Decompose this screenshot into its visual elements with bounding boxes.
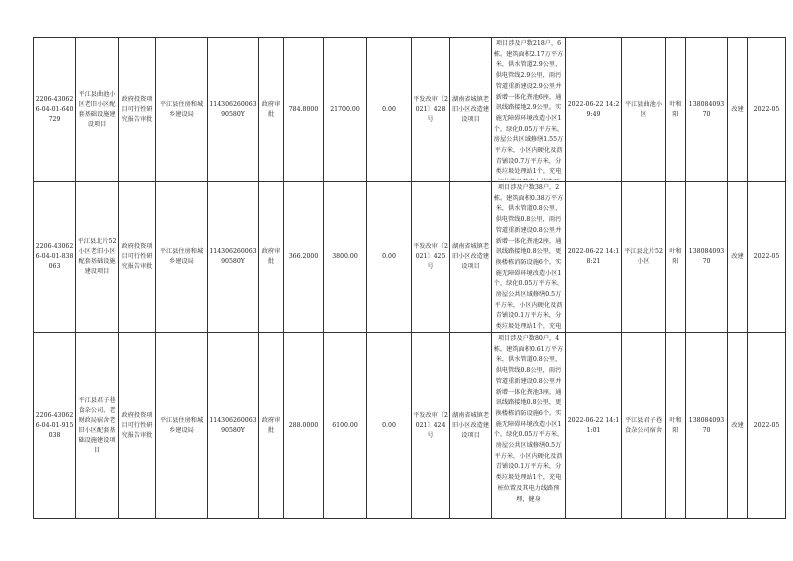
- contact-person: 叶和阳: [666, 182, 686, 333]
- project-description: 项目涉及户数80户，4栋。建筑面积0.61万平方米，供水管道0.8公里，供电管线0.8公里，雨污管道重新建设0.8公里并新增一体化粪池3座，通讯线路接地0.8公里，更换楼栋消防设施6个。实施无障碍环境改造小区1个，绿化0.05万平方米，房屋公共区域修缮0.5万平方米，小区内硬化及沥青铺设0.1万平方米，分类垃圾处理站1个，充电桩位置及其电力线路预埋，健身: [493, 335, 564, 503]
- start-date: 2022-05: [748, 38, 786, 182]
- project-location: 平江县曲池小区: [622, 38, 666, 182]
- table-row: [34, 333, 786, 519]
- amount-2: 6100.00: [324, 333, 367, 519]
- amount-1: 288.0000: [284, 333, 324, 519]
- project-description-cell: [492, 333, 566, 519]
- project-name: 平江县曲池小区老旧小区配套基础设施建设项目: [76, 38, 119, 182]
- project-description-cell: [492, 38, 566, 182]
- construction-type: 改建: [728, 38, 748, 182]
- amount-1: 784.8000: [284, 38, 324, 182]
- table-row: [34, 38, 786, 182]
- project-name: 平江县君子巷食杂公司、老财政局宿舍老旧小区配套基础设施建设项目: [76, 333, 119, 519]
- applicant-unit: 平江县住房和城乡建设局: [156, 182, 208, 333]
- contact-person: 叶和阳: [666, 333, 686, 519]
- approval-item: 政府投资项目可行性研究报告审批: [119, 38, 156, 182]
- contact-phone: 13808409370: [686, 182, 728, 333]
- project-type: 湖南省城镇老旧小区改造建设项目: [450, 38, 492, 182]
- amount-3: 0.00: [367, 182, 412, 333]
- contact-phone: 13808409370: [686, 333, 728, 519]
- table-row: [34, 182, 786, 333]
- credit-code: 114306260063 90580Y: [208, 38, 259, 182]
- applicant-unit: 平江县住房和城乡建设局: [156, 333, 208, 519]
- project-type: 湖南省城镇老旧小区改造建设项目: [450, 182, 492, 333]
- project-type: 湖南省城镇老旧小区改造建设项目: [450, 333, 492, 519]
- amount-3: 0.00: [367, 333, 412, 519]
- amount-3: 0.00: [367, 38, 412, 182]
- project-name: 平江县北片52小区老旧小区配套基础设施建设项目: [76, 182, 119, 333]
- document-number: 平发改审〔2021〕428号: [412, 38, 450, 182]
- project-description-cell: [492, 182, 566, 333]
- project-table: [33, 37, 786, 519]
- start-date: 2022-05: [748, 182, 786, 333]
- approval-category: 政府审批: [259, 182, 284, 333]
- start-date: 2022-05: [748, 333, 786, 519]
- approval-datetime: 2022-06-22 14:29:49: [566, 38, 622, 182]
- amount-2: 21700.00: [324, 38, 367, 182]
- construction-type: 改建: [728, 182, 748, 333]
- amount-1: 366.2000: [284, 182, 324, 333]
- project-description: 项目涉及户数218户，6栋。建筑面积2.17万平方米，供水管道2.9公里，供电管线2.9公里，雨污管道重新建设2.9公里并新增一体化粪池6座，通讯线路接地2.9公里。实施无障碍环境改造小区1个，绿化0.05万平方米，房屋公共区域修缮1.55万平方米，小区内硬化及沥青铺设0.7万平方米，分类垃圾处理站1个，充电: [493, 40, 564, 176]
- approval-category: 政府审批: [259, 38, 284, 182]
- project-code: 2206-430626-04-01-915038: [34, 333, 76, 519]
- approval-datetime: 2022-06-22 14:18:21: [566, 182, 622, 333]
- project-code: 2206-430626-04-01-838063: [34, 182, 76, 333]
- applicant-unit: 平江县住房和城乡建设局: [156, 38, 208, 182]
- approval-category: 政府审批: [259, 333, 284, 519]
- project-location: 平江县君子巷食杂公司宿舍: [622, 333, 666, 519]
- project-location: 平江县北片52小区: [622, 182, 666, 333]
- contact-phone: 13808409370: [686, 38, 728, 182]
- amount-2: 3800.00: [324, 182, 367, 333]
- approval-item: 政府投资项目可行性研究报告审批: [119, 333, 156, 519]
- construction-type: 改建: [728, 333, 748, 519]
- approval-datetime: 2022-06-22 14:11:01: [566, 333, 622, 519]
- project-code: 2206-430626-04-01-640729: [34, 38, 76, 182]
- contact-person: 叶和阳: [666, 38, 686, 182]
- approval-item: 政府投资项目可行性研究报告审批: [119, 182, 156, 333]
- credit-code: 114306260063 90580Y: [208, 333, 259, 519]
- document-number: 平发改审〔2021〕425号: [412, 182, 450, 333]
- credit-code: 114306260063 90580Y: [208, 182, 259, 333]
- project-description: 项目涉及户数38户，2栋。建筑面积0.38万平方米，供水管道0.8公里，供电管线0.8公里，雨污管道重新建设0.8公里并新增一体化粪池2座，通讯线路接地0.8公里，更换楼栋消防设施6个。实施无障碍环境改造小区1个，绿化0.05万平方米，房屋公共区域修缮0.5万平方米，小区内硬化及沥青铺设0.1万平方米，分类垃圾处理站1个，充电: [493, 184, 564, 331]
- document-number: 平发改审〔2021〕424号: [412, 333, 450, 519]
